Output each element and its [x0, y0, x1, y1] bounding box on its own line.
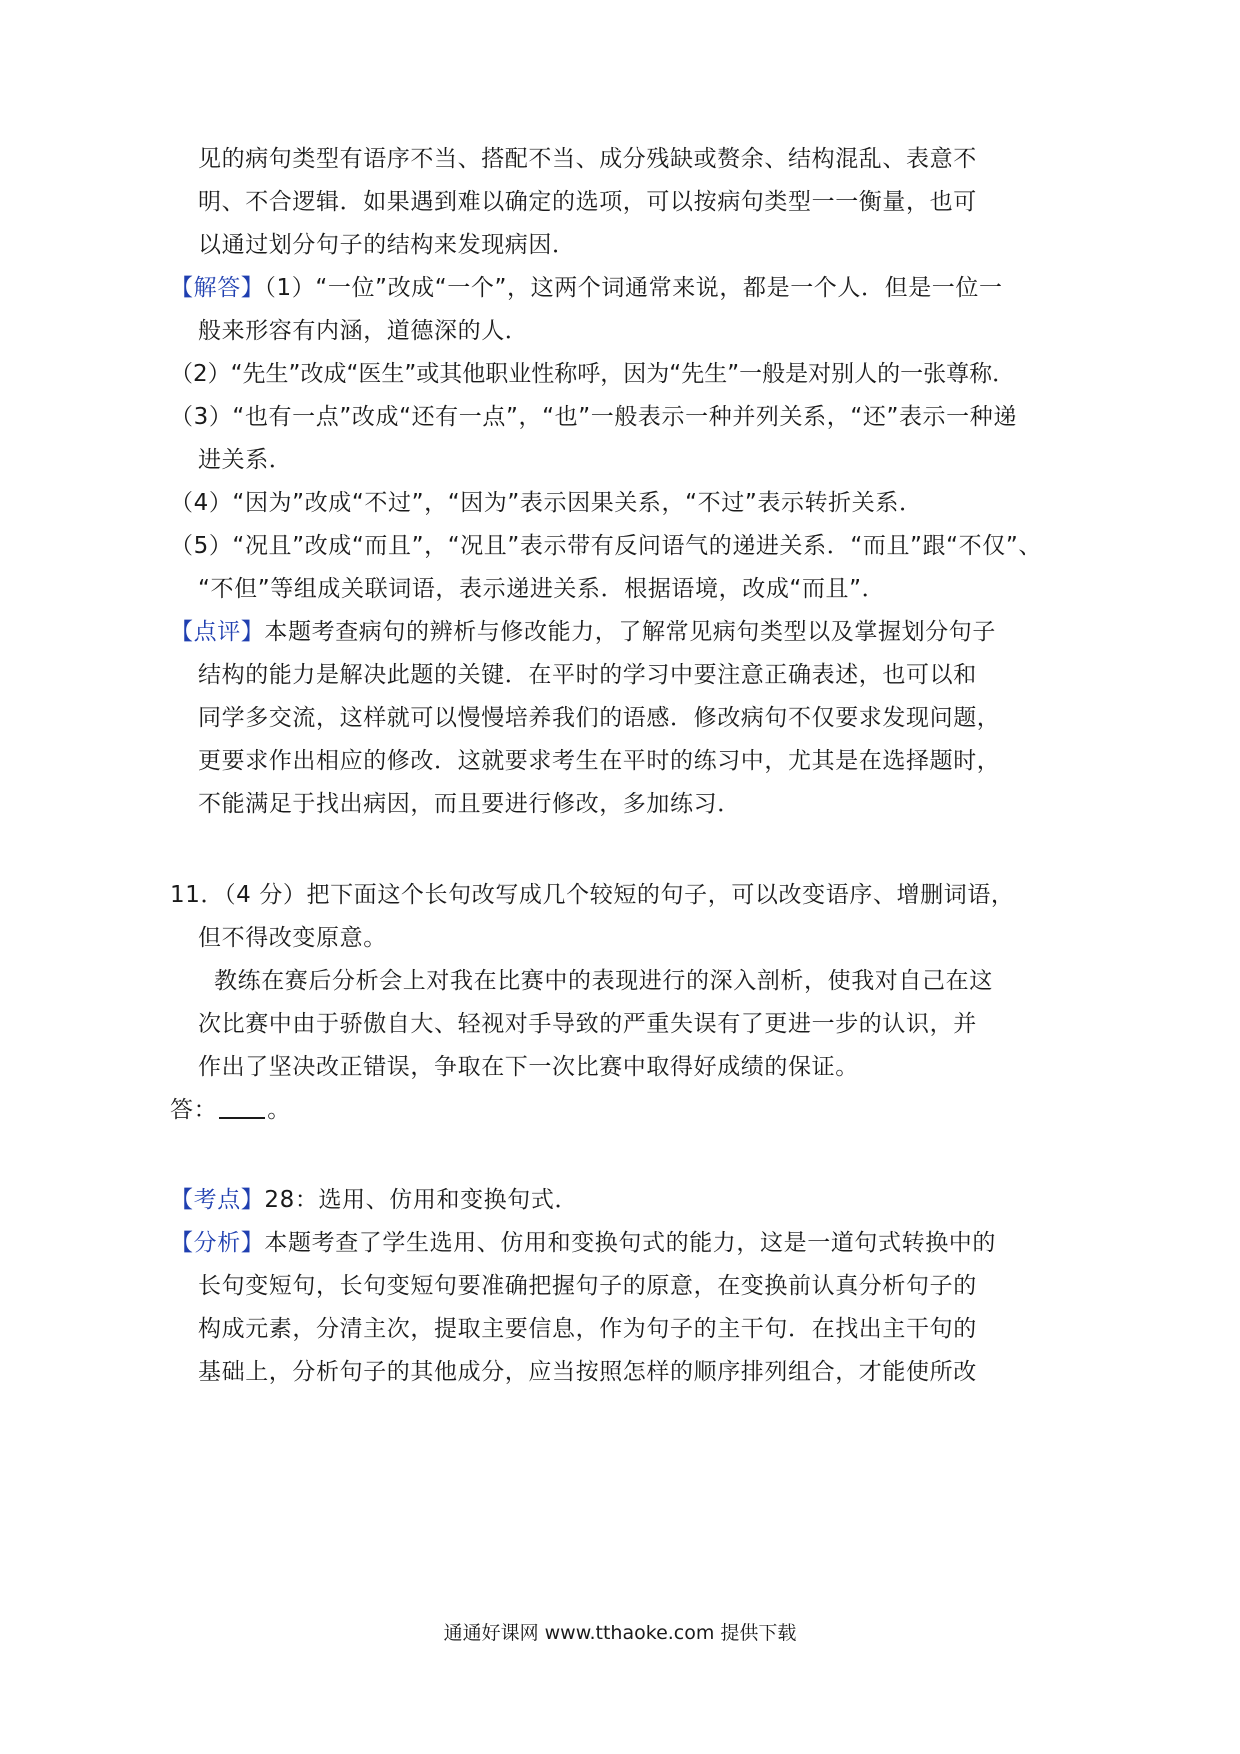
fenxi-text-1: 本题考查了学生选用、仿用和变换句式的能力，这是一道句式转换中的 [264, 1230, 997, 1256]
answer-tag: 【解答】 [170, 275, 265, 301]
answer-blank-line [170, 1095, 291, 1125]
question-passage-line-1: 教练在赛后分析会上对我在比赛中的表现进行的深入剖析，使我对自己在这 [214, 968, 993, 994]
question-11-line-1 [170, 880, 1015, 910]
answer-end: 。 [267, 1097, 291, 1123]
fenxi-line-1 [170, 1228, 996, 1258]
page-footer: 通通好课网 www.tthaoke.com 提供下载 [443, 1622, 797, 1644]
review-line-2: 结构的能力是解决此题的关键．在平时的学习中要注意正确表述，也可以和 [198, 662, 977, 688]
review-line-5: 不能满足于找出病因，而且要进行修改，多加练习． [198, 791, 741, 817]
answer-text-1: （1）“一位”改成“一个”，这两个词通常来说，都是一个人．但是一位一 [264, 275, 1003, 301]
review-line-1 [170, 617, 996, 647]
review-line-4: 更要求作出相应的修改．这就要求考生在平时的练习中，尤其是在选择题时， [198, 748, 1001, 774]
answer-item-4: （4）“因为”改成“不过”，“因为”表示因果关系，“不过”表示转折关系． [170, 490, 923, 516]
review-line-3: 同学多交流，这样就可以慢慢培养我们的语感．修改病句不仅要求发现问题， [198, 705, 1001, 731]
question-number: 11． [170, 882, 225, 908]
answer-label: 答： [170, 1097, 218, 1123]
analysis-line-2: 明、不合逻辑．如果遇到难以确定的选项，可以按病句类型一一衡量，也可 [198, 189, 977, 215]
kaodian-line [170, 1185, 578, 1215]
answer-item-5-line-1: （5）“况且”改成“而且”，“况且”表示带有反问语气的递进关系．“而且”跟“不仅”、 [170, 533, 1042, 559]
question-passage-line-3: 作出了坚决改正错误，争取在下一次比赛中取得好成绩的保证。 [198, 1054, 859, 1080]
analysis-line-1: 见的病句类型有语序不当、搭配不当、成分残缺或赘余、结构混乱、表意不 [198, 146, 977, 172]
fenxi-line-2: 长句变短句，长句变短句要准确把握句子的原意，在变换前认真分析句子的 [198, 1273, 977, 1299]
answer-item-3-line-2: 进关系． [198, 447, 293, 473]
question-score: （4 分） [224, 882, 307, 908]
fenxi-line-4: 基础上，分析句子的其他成分，应当按照怎样的顺序排列组合，才能使所改 [198, 1359, 977, 1385]
answer-line-2: 般来形容有内涵，道德深的人． [198, 318, 529, 344]
question-text-1: 把下面这个长句改写成几个较短的句子，可以改变语序、增删词语， [306, 882, 1015, 908]
kaodian-tag: 【考点】 [170, 1187, 265, 1213]
review-text-1: 本题考查病句的辨析与修改能力，了解常见病句类型以及掌握划分句子 [264, 619, 997, 645]
answer-item-3-line-1: （3）“也有一点”改成“还有一点”，“也”一般表示一种并列关系，“还”表示一种递 [170, 404, 1017, 430]
question-11-line-2: 但不得改变原意。 [198, 925, 387, 951]
fenxi-line-3: 构成元素，分清主次，提取主要信息，作为句子的主干句．在找出主干句的 [198, 1316, 977, 1342]
answer-blank[interactable] [219, 1095, 265, 1119]
kaodian-text: 28：选用、仿用和变换句式． [264, 1187, 579, 1213]
answer-item-2: （2）“先生”改成“医生”或其他职业性称呼，因为“先生”一般是对别人的一张尊称． [170, 361, 1016, 387]
fenxi-tag: 【分析】 [170, 1230, 265, 1256]
review-tag: 【点评】 [170, 619, 265, 645]
answer-item-5-line-2: “不但”等组成关联词语，表示递进关系．根据语境，改成“而且”． [198, 576, 886, 602]
question-passage-line-2: 次比赛中由于骄傲自大、轻视对手导致的严重失误有了更进一步的认识，并 [198, 1011, 977, 1037]
answer-line-1 [170, 273, 1003, 303]
analysis-line-3: 以通过划分句子的结构来发现病因． [198, 232, 576, 258]
